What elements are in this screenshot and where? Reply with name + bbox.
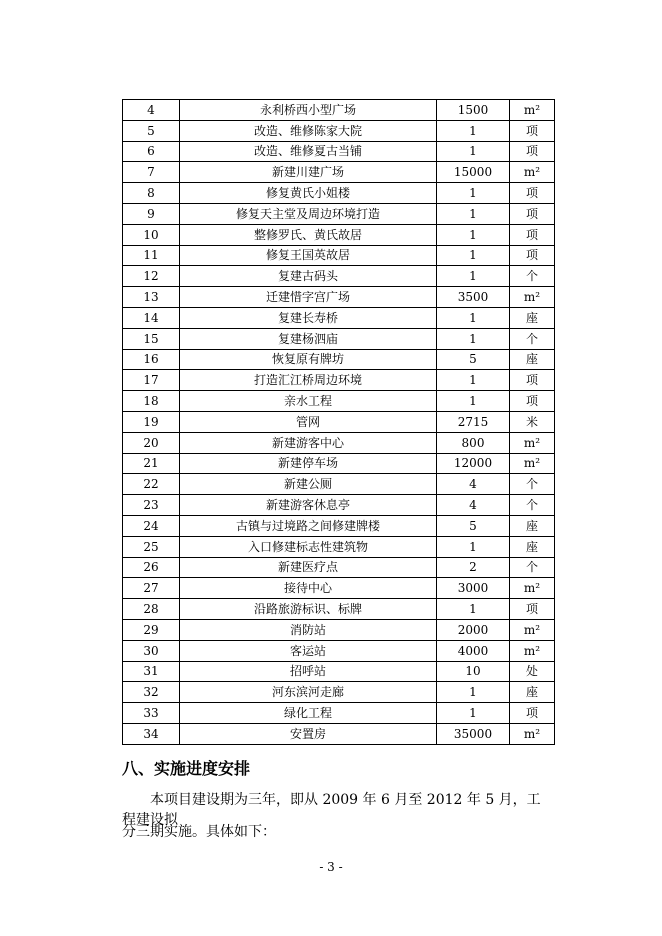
project-name-cell: 修复黄氏小姐楼 <box>180 183 437 204</box>
unit-cell: 项 <box>510 120 555 141</box>
table-row <box>123 578 555 599</box>
unit-cell: 座 <box>510 349 555 370</box>
table-row <box>123 703 555 724</box>
row-number-cell: 34 <box>123 723 180 744</box>
project-name-cell: 新建游客中心 <box>180 432 437 453</box>
quantity-cell: 2000 <box>437 619 510 640</box>
project-name-cell: 迁建惜字宫广场 <box>180 287 437 308</box>
table-row <box>123 619 555 640</box>
quantity-cell: 1 <box>437 682 510 703</box>
quantity-cell: 4 <box>437 495 510 516</box>
quantity-cell: 1 <box>437 703 510 724</box>
row-number-cell: 25 <box>123 536 180 557</box>
table-row <box>123 453 555 474</box>
table-row <box>123 495 555 516</box>
unit-cell: m² <box>510 287 555 308</box>
quantity-cell: 2 <box>437 557 510 578</box>
unit-cell: 座 <box>510 682 555 703</box>
row-number-cell: 29 <box>123 619 180 640</box>
quantity-cell: 1 <box>437 391 510 412</box>
row-number-cell: 15 <box>123 328 180 349</box>
row-number-cell: 12 <box>123 266 180 287</box>
project-name-cell: 客运站 <box>180 640 437 661</box>
table-row <box>123 391 555 412</box>
project-name-cell: 复建长寿桥 <box>180 307 437 328</box>
project-name-cell: 新建游客休息亭 <box>180 495 437 516</box>
unit-cell: m² <box>510 432 555 453</box>
project-name-cell: 消防站 <box>180 619 437 640</box>
quantity-cell: 1 <box>437 599 510 620</box>
unit-cell: 项 <box>510 245 555 266</box>
quantity-cell: 1 <box>437 266 510 287</box>
quantity-cell: 1 <box>437 203 510 224</box>
quantity-cell: 35000 <box>437 723 510 744</box>
table-row <box>123 162 555 183</box>
table-row <box>123 536 555 557</box>
row-number-cell: 9 <box>123 203 180 224</box>
table-row <box>123 515 555 536</box>
table-row <box>123 307 555 328</box>
table-row <box>123 224 555 245</box>
quantity-cell: 5 <box>437 349 510 370</box>
project-name-cell: 复建杨泗庙 <box>180 328 437 349</box>
row-number-cell: 32 <box>123 682 180 703</box>
project-name-cell: 河东滨河走廊 <box>180 682 437 703</box>
quantity-cell: 4000 <box>437 640 510 661</box>
unit-cell: 座 <box>510 307 555 328</box>
unit-cell: 个 <box>510 474 555 495</box>
quantity-cell: 1500 <box>437 100 510 121</box>
project-name-cell: 新建公厕 <box>180 474 437 495</box>
project-name-cell: 沿路旅游标识、标牌 <box>180 599 437 620</box>
unit-cell: 处 <box>510 661 555 682</box>
row-number-cell: 21 <box>123 453 180 474</box>
table-row <box>123 599 555 620</box>
table-row <box>123 411 555 432</box>
section-heading: 八、实施进度安排 <box>122 759 251 778</box>
unit-cell: m² <box>510 723 555 744</box>
table-row <box>123 682 555 703</box>
table-row <box>123 266 555 287</box>
project-name-cell: 安置房 <box>180 723 437 744</box>
project-table-body <box>123 100 555 745</box>
project-name-cell: 接待中心 <box>180 578 437 599</box>
unit-cell: 项 <box>510 599 555 620</box>
unit-cell: m² <box>510 640 555 661</box>
unit-cell: 个 <box>510 495 555 516</box>
unit-cell: m² <box>510 100 555 121</box>
row-number-cell: 5 <box>123 120 180 141</box>
table-row <box>123 661 555 682</box>
quantity-cell: 2715 <box>437 411 510 432</box>
quantity-cell: 1 <box>437 328 510 349</box>
quantity-cell: 1 <box>437 120 510 141</box>
row-number-cell: 13 <box>123 287 180 308</box>
unit-cell: 座 <box>510 536 555 557</box>
row-number-cell: 16 <box>123 349 180 370</box>
row-number-cell: 14 <box>123 307 180 328</box>
unit-cell: 米 <box>510 411 555 432</box>
quantity-cell: 1 <box>437 307 510 328</box>
project-name-cell: 恢复原有牌坊 <box>180 349 437 370</box>
unit-cell: 个 <box>510 328 555 349</box>
table-row <box>123 723 555 744</box>
row-number-cell: 10 <box>123 224 180 245</box>
unit-cell: m² <box>510 453 555 474</box>
quantity-cell: 1 <box>437 536 510 557</box>
table-row <box>123 203 555 224</box>
table-row <box>123 287 555 308</box>
quantity-cell: 15000 <box>437 162 510 183</box>
table-row <box>123 141 555 162</box>
paragraph-line-1: 本项目建设期为三年，即从 2009 年 6 月至 2012 年 5 月，工程建设拟 <box>122 792 541 828</box>
row-number-cell: 30 <box>123 640 180 661</box>
row-number-cell: 23 <box>123 495 180 516</box>
project-name-cell: 改造、维修夏古当铺 <box>180 141 437 162</box>
project-name-cell: 改造、维修陈家大院 <box>180 120 437 141</box>
project-name-cell: 整修罗氏、黄氏故居 <box>180 224 437 245</box>
table-row <box>123 557 555 578</box>
project-name-cell: 修复天主堂及周边环境打造 <box>180 203 437 224</box>
quantity-cell: 4 <box>437 474 510 495</box>
project-name-cell: 复建古码头 <box>180 266 437 287</box>
table-row <box>123 370 555 391</box>
quantity-cell: 1 <box>437 245 510 266</box>
unit-cell: m² <box>510 578 555 599</box>
project-name-cell: 新建医疗点 <box>180 557 437 578</box>
row-number-cell: 22 <box>123 474 180 495</box>
row-number-cell: 19 <box>123 411 180 432</box>
row-number-cell: 33 <box>123 703 180 724</box>
unit-cell: m² <box>510 162 555 183</box>
row-number-cell: 20 <box>123 432 180 453</box>
row-number-cell: 8 <box>123 183 180 204</box>
row-number-cell: 24 <box>123 515 180 536</box>
unit-cell: 项 <box>510 183 555 204</box>
unit-cell: 项 <box>510 370 555 391</box>
table-row <box>123 245 555 266</box>
row-number-cell: 7 <box>123 162 180 183</box>
row-number-cell: 27 <box>123 578 180 599</box>
project-name-cell: 新建川建广场 <box>180 162 437 183</box>
quantity-cell: 1 <box>437 183 510 204</box>
project-name-cell: 新建停车场 <box>180 453 437 474</box>
project-name-cell: 绿化工程 <box>180 703 437 724</box>
unit-cell: m² <box>510 619 555 640</box>
table-row <box>123 349 555 370</box>
quantity-cell: 3000 <box>437 578 510 599</box>
project-name-cell: 打造汇江桥周边环境 <box>180 370 437 391</box>
row-number-cell: 11 <box>123 245 180 266</box>
row-number-cell: 28 <box>123 599 180 620</box>
unit-cell: 项 <box>510 703 555 724</box>
page-number: - 3 - <box>319 860 343 874</box>
table-row <box>123 100 555 121</box>
project-name-cell: 亲水工程 <box>180 391 437 412</box>
unit-cell: 项 <box>510 224 555 245</box>
row-number-cell: 6 <box>123 141 180 162</box>
row-number-cell: 31 <box>123 661 180 682</box>
table-row <box>123 474 555 495</box>
row-number-cell: 18 <box>123 391 180 412</box>
quantity-cell: 10 <box>437 661 510 682</box>
row-number-cell: 4 <box>123 100 180 121</box>
row-number-cell: 26 <box>123 557 180 578</box>
unit-cell: 个 <box>510 557 555 578</box>
project-name-cell: 古镇与过境路之间修建牌楼 <box>180 515 437 536</box>
quantity-cell: 12000 <box>437 453 510 474</box>
unit-cell: 项 <box>510 141 555 162</box>
table-row <box>123 328 555 349</box>
table-row <box>123 120 555 141</box>
unit-cell: 个 <box>510 266 555 287</box>
quantity-cell: 1 <box>437 370 510 391</box>
project-name-cell: 修复王国英故居 <box>180 245 437 266</box>
quantity-cell: 5 <box>437 515 510 536</box>
project-name-cell: 入口修建标志性建筑物 <box>180 536 437 557</box>
unit-cell: 座 <box>510 515 555 536</box>
project-table <box>122 99 555 745</box>
table-row <box>123 640 555 661</box>
row-number-cell: 17 <box>123 370 180 391</box>
project-name-cell: 管网 <box>180 411 437 432</box>
project-name-cell: 招呼站 <box>180 661 437 682</box>
table-row <box>123 432 555 453</box>
quantity-cell: 3500 <box>437 287 510 308</box>
table-row <box>123 183 555 204</box>
project-name-cell: 永利桥西小型广场 <box>180 100 437 121</box>
quantity-cell: 1 <box>437 141 510 162</box>
paragraph-line-2: 分三期实施。具体如下： <box>122 824 276 840</box>
quantity-cell: 800 <box>437 432 510 453</box>
unit-cell: 项 <box>510 391 555 412</box>
unit-cell: 项 <box>510 203 555 224</box>
quantity-cell: 1 <box>437 224 510 245</box>
